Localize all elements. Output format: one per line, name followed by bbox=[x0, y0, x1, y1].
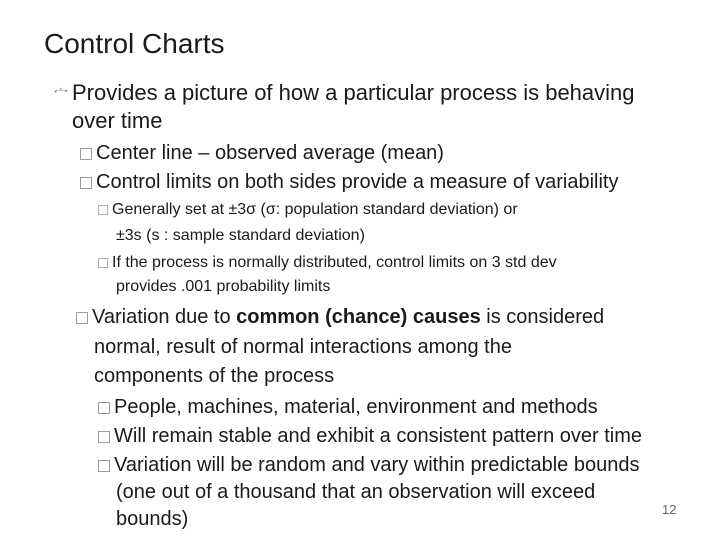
variation-sub-random bbox=[98, 454, 639, 477]
sub-bullet-control-limits bbox=[80, 171, 618, 194]
variation-sub-text: People, machines, material, environment and methods bbox=[114, 396, 598, 418]
checkbox-bullet-icon bbox=[98, 258, 108, 268]
sub-sub-bullet-normal-line2: provides .001 probability limits bbox=[116, 278, 331, 295]
sub-sub-bullet-text: If the process is normally distributed, control limits on 3 std dev bbox=[112, 254, 557, 271]
variation-sub-random-line2: (one out of a thousand that an observation will exceed bbox=[116, 481, 596, 503]
page-number: 12 bbox=[662, 502, 677, 517]
sub-sub-bullet-normal bbox=[98, 254, 557, 272]
variation-sub-random-line3: bounds) bbox=[116, 508, 189, 530]
variation-text-pre: Variation due to bbox=[92, 306, 237, 328]
variation-sub-stable bbox=[98, 425, 642, 448]
checkbox-bullet-icon bbox=[76, 312, 88, 324]
variation-bullet-line3: components of the process bbox=[94, 365, 335, 387]
variation-bullet-line2: normal, result of normal interactions among the bbox=[94, 336, 512, 358]
sub-sub-bullet-generally-line2: ±3s (s : sample standard deviation) bbox=[116, 227, 365, 244]
checkbox-bullet-icon bbox=[98, 460, 110, 472]
checkbox-bullet-icon bbox=[98, 402, 110, 414]
sub-bullet-text: Control limits on both sides provide a measure of variability bbox=[96, 171, 619, 193]
sub-sub-bullet-text: Generally set at ±3σ (σ: population standard deviation) or bbox=[112, 201, 518, 218]
checkbox-bullet-icon bbox=[80, 177, 92, 189]
variation-text-post: is considered bbox=[480, 306, 605, 328]
bullet-main-line1: Provides a picture of how a particular process is behaving bbox=[72, 80, 635, 105]
sub-bullet-text: Center line – observed average (mean) bbox=[96, 142, 444, 164]
sub-bullet-center-line bbox=[80, 142, 444, 165]
checkbox-bullet-icon bbox=[98, 431, 110, 443]
sub-sub-bullet-generally bbox=[98, 201, 518, 219]
checkbox-bullet-icon bbox=[80, 148, 92, 160]
bullet-icon: ⼧ bbox=[54, 86, 68, 102]
variation-text-bold: common (chance) causes bbox=[236, 306, 481, 328]
variation-sub-text: Will remain stable and exhibit a consistent pattern over time bbox=[114, 425, 643, 447]
variation-sub-text: Variation will be random and vary within predictable bounds bbox=[114, 454, 640, 476]
slide-title: Control Charts bbox=[44, 28, 225, 59]
variation-bullet-line1 bbox=[76, 306, 604, 329]
checkbox-bullet-icon bbox=[98, 205, 108, 215]
variation-sub-people bbox=[98, 396, 598, 419]
bullet-main-line2: over time bbox=[72, 108, 163, 133]
